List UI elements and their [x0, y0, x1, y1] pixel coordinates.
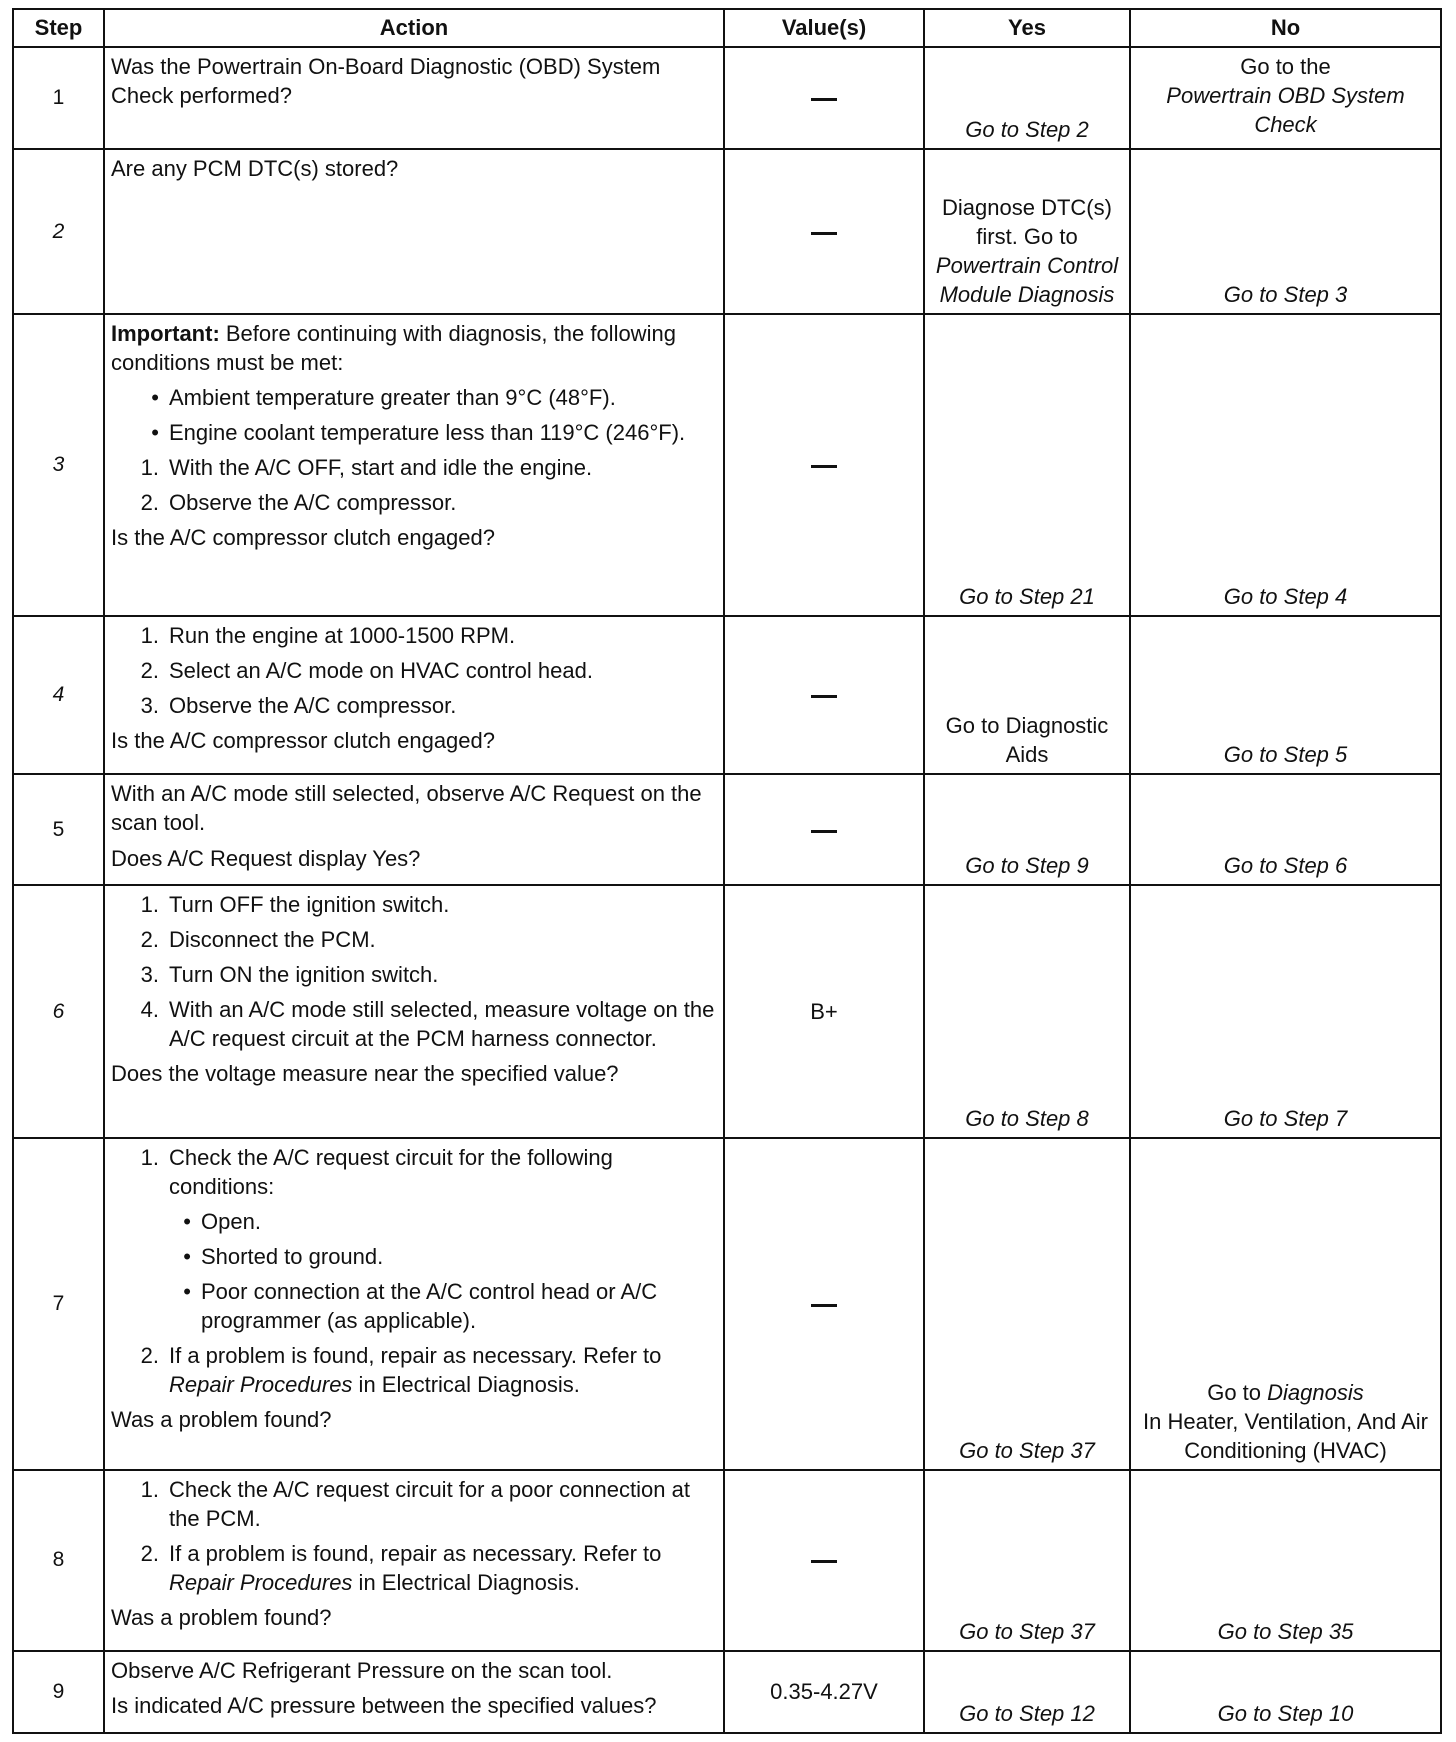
step-number: 4	[13, 616, 104, 775]
table-row	[13, 149, 1441, 314]
dash-mark	[811, 232, 837, 235]
bullet-item: • Ambient temperature greater than 9°C (48°F).	[111, 383, 717, 412]
yes-text: Diagnose DTC(s) first. Go to	[942, 195, 1112, 250]
numbered-step: 3. Turn ON the ignition switch.	[140, 962, 439, 988]
action-cell	[104, 774, 724, 885]
yes-cell: Go to Step 37	[924, 1470, 1130, 1651]
action-cell	[104, 314, 724, 615]
action-cell	[104, 885, 724, 1138]
header-row	[13, 9, 1441, 47]
table-row	[13, 1138, 1441, 1470]
numbered-step: 1. Check the A/C request circuit for a poor connection at the PCM.	[140, 1476, 690, 1531]
bullet-mark: •	[183, 1279, 191, 1305]
table-row	[13, 885, 1441, 1138]
numbered-step: 1. Check the A/C request circuit for the following conditions:	[140, 1145, 613, 1200]
important-text: Before continuing with diagnosis, the following conditions must be met:	[111, 321, 676, 376]
table-row	[13, 314, 1441, 615]
yes-cell: Go to Diagnostic Aids	[924, 616, 1130, 775]
no-cell: Go to Step 6	[1130, 774, 1441, 885]
diagnostic-table	[12, 8, 1442, 1734]
numbered-step: 2. Select an A/C mode on HVAC control head.	[140, 657, 593, 683]
bullet-mark: •	[151, 385, 159, 411]
numbered-step: 2. If a problem is found, repair as necessary. Refer to Repair Procedures in Electrical Diagnosis.	[140, 1343, 662, 1398]
value-cell	[724, 149, 924, 314]
action-cell	[104, 149, 724, 314]
yes-cell	[924, 149, 1130, 314]
bullet-mark: •	[151, 420, 159, 446]
bullet-item: • Engine coolant temperature less than 119°C (246°F).	[111, 418, 717, 447]
no-cell	[1130, 47, 1441, 149]
yes-link-text: Powertrain Control Module Diagnosis	[935, 253, 1119, 308]
no-cell: Go to Step 5	[1130, 616, 1441, 775]
header-no: No	[1130, 9, 1441, 47]
table-row	[13, 47, 1441, 149]
important-label: Important:	[111, 321, 220, 347]
dash-mark	[811, 695, 837, 698]
value-cell	[724, 1138, 924, 1470]
no-cell: Go to Step 35	[1130, 1470, 1441, 1651]
dash-mark	[811, 1560, 837, 1563]
numbered-step: 1. With the A/C OFF, start and idle the engine.	[140, 455, 593, 481]
step-number: 5	[13, 774, 104, 885]
no-cell: Go to Step 3	[1130, 149, 1441, 314]
numbered-step: 2. Observe the A/C compressor.	[140, 490, 457, 516]
no-cell	[1130, 1138, 1441, 1470]
value-cell	[724, 1470, 924, 1651]
no-text: Go to the	[1240, 54, 1331, 79]
action-text: With an A/C mode still selected, observe A/C Request on the scan tool.	[111, 781, 702, 836]
bullet-item: • Shorted to ground.	[111, 1242, 717, 1271]
action-question: Was a problem found?	[111, 1604, 332, 1630]
yes-cell: Go to Step 8	[924, 885, 1130, 1138]
step-number: 7	[13, 1138, 104, 1470]
dash-mark	[811, 1304, 837, 1307]
no-link-text: Powertrain OBD System Check	[1166, 83, 1405, 138]
header-yes: Yes	[924, 9, 1130, 47]
value-cell: B+	[724, 885, 924, 1138]
action-cell	[104, 1651, 724, 1733]
numbered-step: 1. Run the engine at 1000-1500 RPM.	[140, 622, 516, 648]
action-cell	[104, 47, 724, 149]
step-number: 8	[13, 1470, 104, 1651]
numbered-step: 2. Disconnect the PCM.	[140, 926, 376, 952]
action-text: Observe A/C Refrigerant Pressure on the scan tool.	[111, 1657, 613, 1683]
action-cell	[104, 1138, 724, 1470]
yes-cell: Go to Step 12	[924, 1651, 1130, 1733]
dash-mark	[811, 98, 837, 101]
bullet-mark: •	[183, 1209, 191, 1235]
numbered-step: 1. Turn OFF the ignition switch.	[140, 891, 450, 917]
action-text: Are any PCM DTC(s) stored?	[111, 156, 399, 182]
step-number: 6	[13, 885, 104, 1138]
value-cell: 0.35-4.27V	[724, 1651, 924, 1733]
value-cell	[724, 314, 924, 615]
yes-cell: Go to Step 2	[924, 47, 1130, 149]
step-number: 1	[13, 47, 104, 149]
numbered-step: 3. Observe the A/C compressor.	[140, 692, 457, 718]
important-note	[111, 319, 717, 377]
action-cell	[104, 616, 724, 775]
action-text: Was the Powertrain On-Board Diagnostic (OBD) System Check performed?	[111, 54, 661, 109]
dash-mark	[811, 830, 837, 833]
action-question: Is the A/C compressor clutch engaged?	[111, 525, 495, 551]
dash-mark	[811, 465, 837, 468]
action-question: Is indicated A/C pressure between the specified values?	[111, 1692, 657, 1718]
numbered-step: 4. With an A/C mode still selected, measure voltage on the A/C request circuit at the PCM harness connector.	[140, 997, 715, 1052]
step-number: 2	[13, 149, 104, 314]
yes-cell: Go to Step 37	[924, 1138, 1130, 1470]
value-cell	[724, 774, 924, 885]
value-cell	[724, 616, 924, 775]
action-cell	[104, 1470, 724, 1651]
no-cell: Go to Step 7	[1130, 885, 1441, 1138]
value-cell	[724, 47, 924, 149]
action-question: Was a problem found?	[111, 1407, 332, 1433]
action-question: Does A/C Request display Yes?	[111, 845, 421, 871]
action-question: Does the voltage measure near the specified value?	[111, 1061, 619, 1087]
yes-cell: Go to Step 9	[924, 774, 1130, 885]
no-text: Go to Diagnosis	[1207, 1379, 1364, 1405]
table-row	[13, 1470, 1441, 1651]
header-action: Action	[104, 9, 724, 47]
no-cell: Go to Step 10	[1130, 1651, 1441, 1733]
table-row	[13, 616, 1441, 775]
step-number: 3	[13, 314, 104, 615]
bullet-item: • Poor connection at the A/C control head or A/C programmer (as applicable).	[111, 1277, 717, 1335]
bullet-item: • Open.	[111, 1207, 717, 1236]
yes-cell: Go to Step 21	[924, 314, 1130, 615]
no-cell: Go to Step 4	[1130, 314, 1441, 615]
numbered-step: 2. If a problem is found, repair as necessary. Refer to Repair Procedures in Electrical Diagnosis.	[140, 1540, 662, 1595]
no-text-more: In Heater, Ventilation, And Air Conditioning (HVAC)	[1143, 1408, 1428, 1463]
table-row	[13, 774, 1441, 885]
header-step: Step	[13, 9, 104, 47]
bullet-mark: •	[183, 1244, 191, 1270]
table-row	[13, 1651, 1441, 1733]
action-question: Is the A/C compressor clutch engaged?	[111, 727, 495, 753]
header-values: Value(s)	[724, 9, 924, 47]
step-number: 9	[13, 1651, 104, 1733]
